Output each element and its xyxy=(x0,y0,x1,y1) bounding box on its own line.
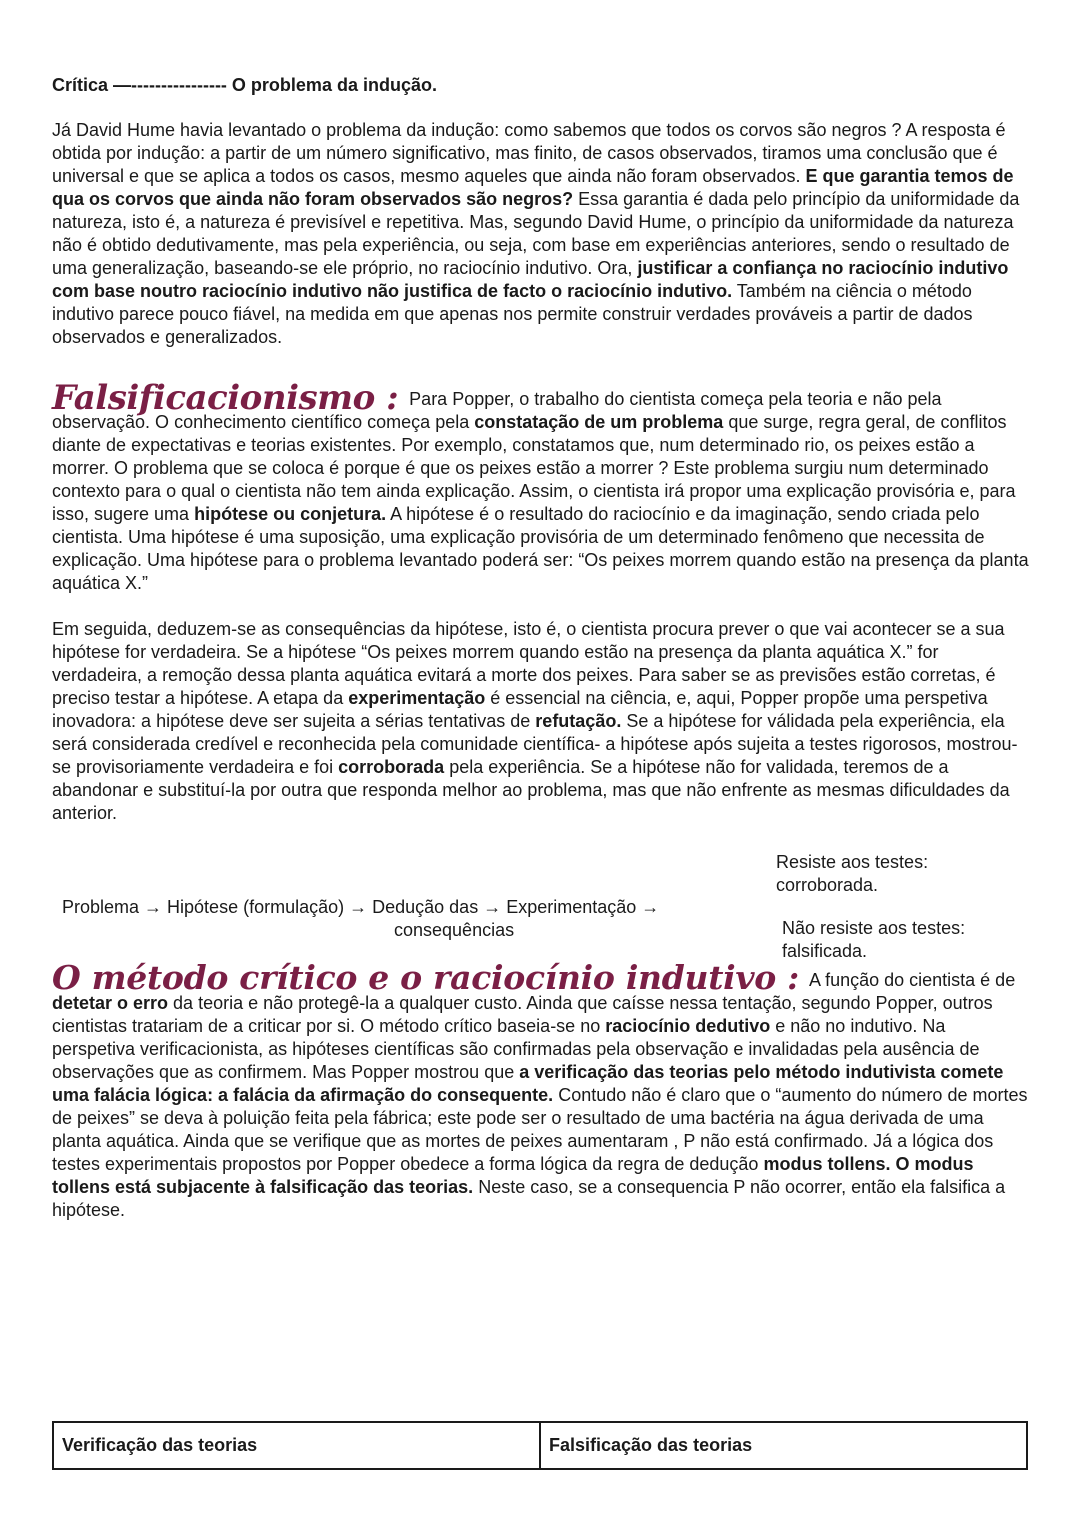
metodo-bold-4: modus tollens. O modus tollens está subjacente à falsificação das teorias. xyxy=(52,1154,974,1197)
cons-bold-1: experimentação xyxy=(348,688,486,708)
flow-steps: Problema → Hipótese (formulação) → Dedução das → Experimentação → xyxy=(62,897,660,917)
comparison-table xyxy=(52,1421,1028,1470)
flow-outcome-falsificada: Não resiste aos testes: falsificada. xyxy=(782,918,966,961)
critica-bold-1: E que garantia temos de qua os corvos que ainda não foram observados são negros? xyxy=(52,166,1014,209)
metodo-text-4: Contudo não é claro que o “aumento do número de mortes de peixes” se deva à poluição feita pela fábrica; este pode ser o resultado de uma bactéria na água derivada de uma planta aquática. Ainda que se verifique que as mortes de peixes aumentaram , P não está confirmado. Já a lógica dos testes experimentais propostos por Popper obedece a forma lógica da regra de dedução xyxy=(52,1085,1028,1174)
fals-text-3: A hipótese é o resultado do raciocínio e da imaginação, sendo criada pelo cientista. Uma hipótese é uma suposição, uma explicação provisória de um determinado fenômeno que necessita de explicação. Uma hipótese para o problema levantado poderá ser: “Os peixes morrem quando estão na presença da planta aquática X.” xyxy=(52,504,1029,593)
metodo-text-3: e não no indutivo. Na perspetiva verificacionista, as hipóteses científicas são confirmadas pela observação e invalidadas pela ausência de observações que as confirmem. Mas Popper mostrou que xyxy=(52,1016,980,1082)
fals-bold-2: hipótese ou conjetura. xyxy=(194,504,387,524)
table-header-verificacao: Verificação das teorias xyxy=(53,1422,540,1469)
cons-bold-3: corroborada xyxy=(338,757,445,777)
critica-title: Crítica —---------------- O problema da indução. xyxy=(52,75,437,95)
metodo-bold-3: a verificação das teorias pelo método indutivista comete uma falácia lógica: a falácia da afirmação do consequente. xyxy=(52,1062,1004,1105)
metodo-text-1: A função do cientista é de xyxy=(805,970,1016,990)
metodo-bold-1: detetar o erro xyxy=(52,993,169,1013)
table-header-row xyxy=(53,1422,1027,1469)
critica-text-3: Também na ciência o método indutivo parece pouco fiável, na medida em que apenas nos permite construir verdades prováveis a partir de dados observados e generalizados. xyxy=(52,281,973,347)
fals-text-2: que surge, regra geral, de conflitos diante de expectativas e teorias existentes. Por exemplo, constatamos que, num determinado rio, os peixes estão a morrer. O problema que se coloca é porque é que os peixes estão a morrer ? Este problema surgiu num determinado contexto para o qual o cientista não tem ainda explicação. Assim, o cientista irá propor uma explicação provisória e, para isso, sugere uma xyxy=(52,412,1016,524)
consequencias-paragraph xyxy=(52,618,1032,825)
critica-paragraph xyxy=(52,119,1032,349)
metodo-text-5: Neste caso, se a consequencia P não ocorrer, então ela falsifica a hipótese. xyxy=(52,1177,1006,1220)
cons-text-3: Se a hipótese for válidada pela experiência, ela será considerada credível e reconhecida pela comunidade científica- a hipótese após sujeita a testes rigorosos, mostrou-se provisoriamente verdadeira e foi xyxy=(52,711,1018,777)
critica-text-1: Já David Hume havia levantado o problema da indução: como sabemos que todos os corvos são negros ? A resposta é obtida por indução: a partir de um número significativo, mas finito, de casos observados, tiramos uma conclusão que é universal e que se aplica a todos os casos, mesmo aqueles que ainda não foram observados. xyxy=(52,120,1006,186)
metodo-text-2: da teoria e não protegê-la a qualquer custo. Ainda que caísse nessa tentação, segundo Popper, outros cientistas tratariam de a criticar por si. O método crítico baseia-se no xyxy=(52,993,993,1036)
falsificacionismo-paragraph xyxy=(52,378,1032,595)
metodo-heading: O método crítico e o raciocínio indutivo : xyxy=(52,958,800,997)
flow-outcome-corroborada: Resiste aos testes: corroborada. xyxy=(776,852,929,895)
critica-bold-2: justificar a confiança no raciocínio indutivo com base noutro raciocínio indutivo não justifica de facto o raciocínio indutivo. xyxy=(52,258,1009,301)
cons-bold-2: refutação. xyxy=(535,711,622,731)
flow-steps-sub: consequências xyxy=(394,920,515,940)
falsificacionismo-heading: Falsificacionismo : xyxy=(52,378,399,418)
metodo-paragraph xyxy=(52,958,1032,1222)
table-header-falsificacao: Falsificação das teorias xyxy=(540,1422,1027,1469)
fals-text-1: Para Popper, o trabalho do cientista começa pela teoria e não pela observação. O conhecimento científico começa pela xyxy=(52,389,942,432)
metodo-bold-2: raciocínio dedutivo xyxy=(605,1016,771,1036)
cons-text-2: é essencial na ciência, e, aqui, Popper propõe uma perspetiva inovadora: a hipótese deve ser sujeita a sérias tentativas de xyxy=(52,688,988,731)
fals-bold-1: constatação de um problema xyxy=(474,412,724,432)
document-page xyxy=(52,74,1032,1222)
critica-text-2: Essa garantia é dada pelo princípio da uniformidade da natureza, isto é, a natureza é previsível e repetitiva. Mas, segundo David Hume, o princípio da uniformidade da natureza não é obtido dedutivamente, mas pela experiência, ou seja, com base em experiências anteriores, sendo o resultado de uma generalização, baseando-se ele próprio, no raciocínio indutivo. Ora, xyxy=(52,189,1020,278)
cons-text-4: pela experiência. Se a hipótese não for validada, teremos de a abandonar e substituí-la por outra que responda melhor ao problema, mas que não enfrente as mesmas dificuldades da anterior. xyxy=(52,757,1010,823)
cons-text-1: Em seguida, deduzem-se as consequências da hipótese, isto é, o cientista procura prever o que vai acontecer se a sua hipótese for verdadeira. Se a hipótese “Os peixes morrem quando estão na presença da planta aquática X.” for verdadeira, a remoção dessa planta aquática evitará a morte dos peixes. Para saber se as previsões estão corretas, é preciso testar a hipótese. A etapa da xyxy=(52,619,1005,708)
method-flow-diagram xyxy=(52,848,1032,966)
